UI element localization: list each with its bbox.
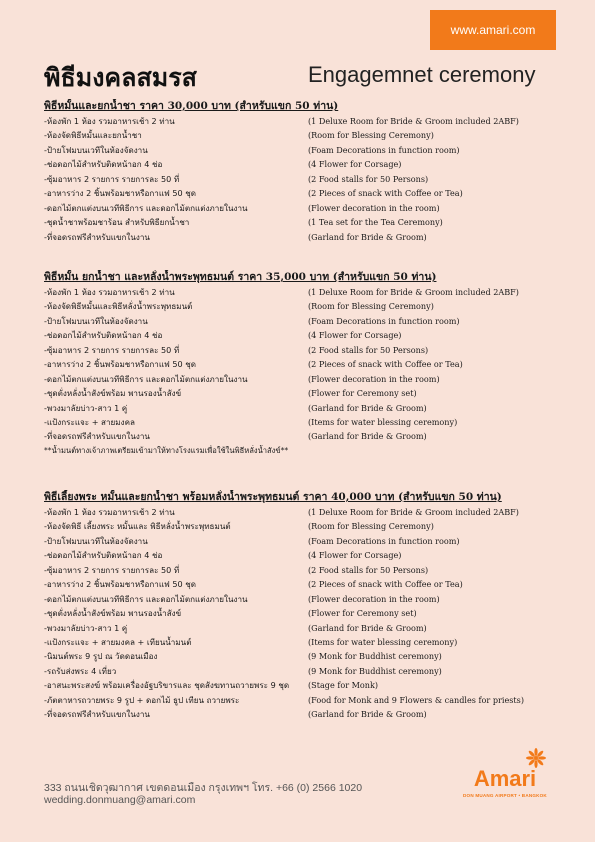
item-thai: -ซุ้มอาหาร 2 รายการ รายการละ 50 ที่ [44,564,180,575]
item-english: (2 Pieces of snack with Coffee or Tea) [308,188,463,199]
list-item [44,707,554,721]
item-english: (Food for Monk and 9 Flowers & candles for priests) [308,694,524,705]
item-thai: -ป้ายโฟมบนเวทีในห้องจัดงาน [44,535,148,546]
item-english: (Garland for Bride & Groom) [308,231,427,242]
item-thai: -ดอกไม้ตกแต่งบนเวทีพิธีการ และดอกไม้ตกแต่งภายในงาน [44,593,248,604]
item-english: (2 Pieces of snack with Coffee or Tea) [308,579,463,590]
item-thai: -ห้องจัดพิธีหมั้นและพิธีหลั่งน้ำพระพุทธมนต์ [44,301,193,312]
item-thai: -แป้งกระแจะ + สายมงคล + เทียนน้ำมนต์ [44,636,192,647]
list-item [44,299,554,313]
list-item [44,357,554,371]
item-thai: -ชุดตั่งหลั่งน้ำสังข์พร้อม พานรองน้ำสังข์ [44,608,182,619]
list-item [44,186,554,200]
list-item [44,635,554,649]
item-thai: -ชุดน้ำชาพร้อมชาร้อน สำหรับพิธียกน้ำชา [44,217,190,228]
item-thai: -ช่อดอกไม้สำหรับติดหน้าอก 4 ช่อ [44,330,163,341]
item-thai: -ที่จอดรถฟรีสำหรับแขกในงาน [44,431,150,442]
logo-tagline: DON MUANG AIRPORT • BANGKOK [463,793,547,798]
item-english: (Flower decoration in the room) [308,373,440,384]
list-item [44,314,554,328]
list-item [44,285,554,299]
list-item [44,215,554,229]
list-item [44,201,554,215]
item-thai: -พวงมาลัยบ่าว-สาว 1 คู่ [44,402,128,413]
list-item [44,678,554,692]
list-item [44,505,554,519]
list-item [44,621,554,635]
package-40000 [44,490,554,722]
item-english: (Flower decoration in the room) [308,202,440,213]
list-item [44,114,554,128]
item-thai: -อาหารว่าง 2 ชิ้นพร้อมชาหรือกาแฟ 50 ชุด [44,188,196,199]
list-item [44,172,554,186]
item-english: (Garland for Bride & Groom) [308,709,427,720]
list-item [44,415,554,429]
item-thai: -อาสนะพระสงฆ์ พร้อมเครื่องอัฐบริขารและ ชุดสังฆทานถวายพระ 9 ชุด [44,680,290,691]
list-item [44,157,554,171]
page-title-thai: พิธีมงคลสมรส [44,63,197,92]
item-english: (Room for Blessing Ceremony) [308,301,434,312]
list-item [44,143,554,157]
item-thai: -ป้ายโฟมบนเวทีในห้องจัดงาน [44,315,148,326]
list-item [44,534,554,548]
item-thai: -ช่อดอกไม้สำหรับติดหน้าอก 4 ช่อ [44,159,163,170]
item-thai: -ซุ้มอาหาร 2 รายการ รายการละ 50 ที่ [44,344,180,355]
package-35000 [44,270,554,457]
package-heading: พิธีหมั้นและยกน้ำชา ราคา 30,000 บาท (สำหรับแขก 50 ท่าน) [44,100,339,112]
list-item [44,328,554,342]
item-english: (1 Deluxe Room for Bride & Groom included 2ABF) [308,287,519,297]
hotel-address: 333 ถนนเชิดวุฒากาศ เขตดอนเมือง กรุงเทพฯ โทร. +66 (0) 2566 1020 [44,782,363,794]
item-thai: -ห้องพัก 1 ห้อง รวมอาหารเช้า 2 ท่าน [44,116,175,126]
list-item [44,548,554,562]
item-english: (Room for Blessing Ceremony) [308,521,434,532]
item-thai: -ป้ายโฟมบนเวทีในห้องจัดงาน [44,144,148,155]
logo-name: Amari [473,766,537,791]
item-english: (4 Flower for Corsage) [308,159,402,170]
item-english: (Garland for Bride & Groom) [308,431,427,442]
list-item [44,519,554,533]
item-english: (2 Food stalls for 50 Persons) [308,344,429,355]
item-english: (Items for water blessing ceremony) [308,416,458,427]
package-30000 [44,99,554,244]
item-english: (Room for Blessing Ceremony) [308,130,434,141]
list-item [44,563,554,577]
item-thai: -พวงมาลัยบ่าว-สาว 1 คู่ [44,622,128,633]
item-thai: -อาหารว่าง 2 ชิ้นพร้อมชาหรือกาแฟ 50 ชุด [44,359,196,370]
item-english: (Foam Decorations in function room) [308,144,460,155]
amari-logo [455,748,555,804]
item-thai: -ดอกไม้ตกแต่งบนเวทีพิธีการ และดอกไม้ตกแต่งภายในงาน [44,202,248,213]
list-item [44,401,554,415]
contact-email[interactable]: wedding.donmuang@amari.com [44,794,196,806]
item-thai: -อาหารว่าง 2 ชิ้นพร้อมชาหรือกาแฟ 50 ชุด [44,579,196,590]
list-item [44,592,554,606]
item-english: (2 Food stalls for 50 Persons) [308,173,429,184]
package-heading: พิธีหมั้น ยกน้ำชา และหลั่งน้ำพระพุทธมนต์ ราคา 35,000 บาท (สำหรับแขก 50 ท่าน) [44,271,437,283]
item-english: (4 Flower for Corsage) [308,330,402,341]
item-thai: -ซุ้มอาหาร 2 รายการ รายการละ 50 ที่ [44,173,180,184]
list-item [44,606,554,620]
list-item [44,128,554,142]
item-english: (Garland for Bride & Groom) [308,402,427,413]
list-item [44,386,554,400]
item-english: (1 Deluxe Room for Bride & Groom included 2ABF) [308,507,519,517]
item-thai: -ห้องพัก 1 ห้อง รวมอาหารเช้า 2 ท่าน [44,287,175,297]
item-thai: -ห้องจัดพิธี เลี้ยงพระ หมั้นและ พิธีหลั่งน้ำพระพุทธมนต์ [44,521,231,532]
item-english: (2 Pieces of snack with Coffee or Tea) [308,359,463,370]
item-english: (Garland for Bride & Groom) [308,622,427,633]
item-english: (Flower for Ceremony set) [308,388,417,399]
item-thai: -ห้องพัก 1 ห้อง รวมอาหารเช้า 2 ท่าน [44,507,175,517]
flower-icon [526,748,546,768]
item-english: (Foam Decorations in function room) [308,535,460,546]
list-item [44,230,554,244]
item-thai: -นิมนต์พระ 9 รูป ณ วัดดอนเมือง [44,651,158,662]
list-item [44,577,554,591]
package-heading: พิธีเลี้ยงพระ หมั้นและยกน้ำชา พร้อมหลั่งน้ำพระพุทธมนต์ ราคา 40,000 บาท (สำหรับแขก 50 ท่าน) [44,491,502,503]
item-english: (Flower for Ceremony set) [308,608,417,619]
item-thai: -ชุดตั่งหลั่งน้ำสังข์พร้อม พานรองน้ำสังข์ [44,388,182,399]
page-title-english: Engagemnet ceremony [308,62,536,87]
item-thai: -ที่จอดรถฟรีสำหรับแขกในงาน [44,231,150,242]
item-english: (2 Food stalls for 50 Persons) [308,564,429,575]
item-thai: -ดอกไม้ตกแต่งบนเวทีพิธีการ และดอกไม้ตกแต่งภายในงาน [44,373,248,384]
item-english: (9 Monk for Buddhist ceremony) [308,651,442,662]
item-thai: -รถรับส่งพระ 4 เที่ยว [44,665,117,676]
item-english: (Stage for Monk) [308,680,379,691]
package-note: **น้ำมนต์ทางเจ้าภาพเตรียมเข้ามาให้ทางโรงแรมเพื่อใช้ในพิธีหลั่งน้ำสังข์** [44,445,289,455]
list-item [44,372,554,386]
item-thai: -แป้งกระแจะ + สายมงคล [44,416,135,427]
list-item [44,429,554,443]
website-button[interactable]: www.amari.com [430,10,556,50]
item-thai: -ที่จอดรถฟรีสำหรับแขกในงาน [44,709,150,720]
list-item [44,693,554,707]
item-thai: -ช่อดอกไม้สำหรับติดหน้าอก 4 ช่อ [44,550,163,561]
item-english: (1 Tea set for the Tea Ceremony) [308,217,443,228]
list-item [44,664,554,678]
list-item [44,343,554,357]
item-english: (Foam Decorations in function room) [308,315,460,326]
item-english: (4 Flower for Corsage) [308,550,402,561]
item-thai: -ห้องจัดพิธีหมั้นและยกน้ำชา [44,130,142,141]
item-english: (Items for water blessing ceremony) [308,636,458,647]
item-english: (1 Deluxe Room for Bride & Groom included 2ABF) [308,116,519,126]
list-item [44,649,554,663]
item-english: (Flower decoration in the room) [308,593,440,604]
item-thai: -ภัตตาหารถวายพระ 9 รูป + ดอกไม้ ธูป เทียน ถวายพระ [44,694,240,705]
item-english: (9 Monk for Buddhist ceremony) [308,665,442,676]
